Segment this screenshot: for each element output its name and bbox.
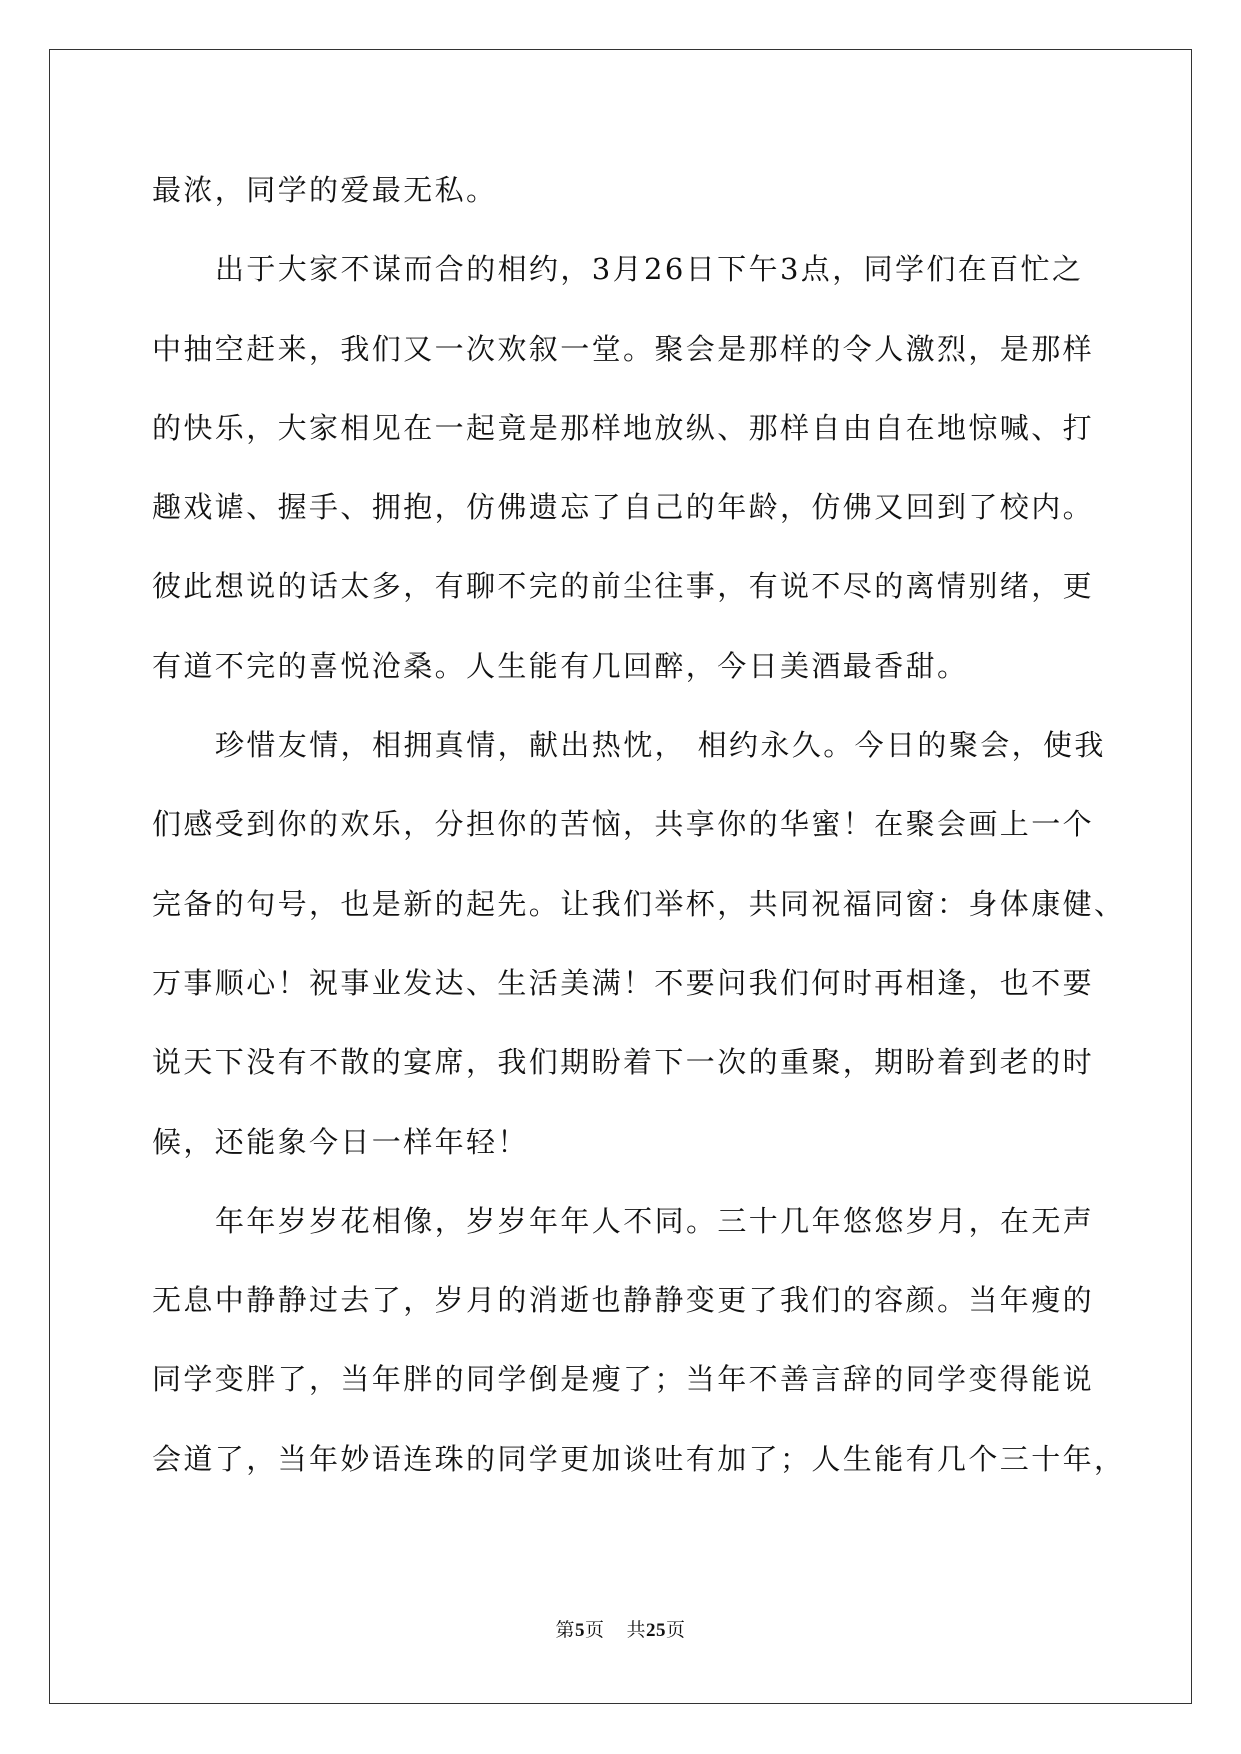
text-line: 珍惜友情，相拥真情，献出热忱， 相约永久。今日的聚会，使我 — [215, 728, 1106, 763]
text-line: 说天下没有不散的宴席，我们期盼着下一次的重聚，期盼着到老的时 — [152, 1045, 1095, 1080]
total-prefix: 共 — [626, 1620, 647, 1641]
text-line: 会道了，当年妙语连珠的同学更加谈吐有加了；人生能有几个三十年， — [152, 1441, 1126, 1476]
text-line: 彼此想说的话太多，有聊不完的前尘往事，有说不尽的离情别绪，更 — [152, 569, 1095, 604]
total-suffix: 页 — [666, 1620, 686, 1641]
page-prefix: 第 — [555, 1620, 575, 1641]
page-footer — [0, 1615, 1241, 1642]
text-line: 候，还能象今日一样年轻！ — [152, 1124, 529, 1159]
total-pages: 25 — [646, 1620, 667, 1641]
text-line: 出于大家不谋而合的相约，3月26日下午3点，同学们在百忙之 — [215, 252, 1084, 287]
text-line: 中抽空赶来，我们又一次欢叙一堂。聚会是那样的令人激烈，是那样 — [152, 331, 1095, 366]
text-line: 们感受到你的欢乐，分担你的苦恼，共享你的华蜜！在聚会画上一个 — [152, 807, 1095, 842]
document-body — [152, 158, 1126, 1506]
text-line: 的快乐，大家相见在一起竟是那样地放纵、那样自由自在地惊喊、打 — [152, 410, 1095, 445]
text-line: 趣戏谑、握手、拥抱，仿佛遗忘了自己的年龄，仿佛又回到了校内。 — [152, 490, 1095, 525]
text-line: 有道不完的喜悦沧桑。人生能有几回醉，今日美酒最香甜。 — [152, 648, 969, 683]
page-suffix: 页 — [584, 1620, 605, 1641]
text-line: 同学变胖了，当年胖的同学倒是瘦了；当年不善言辞的同学变得能说 — [152, 1362, 1095, 1397]
text-line: 最浓，同学的爱最无私。 — [152, 173, 498, 207]
page-number: 5 — [574, 1620, 585, 1641]
text-line: 完备的句号，也是新的起先。让我们举杯，共同祝福同窗：身体康健、 — [152, 886, 1126, 921]
text-line: 无息中静静过去了，岁月的消逝也静静变更了我们的容颜。当年瘦的 — [152, 1283, 1095, 1318]
text-line: 年年岁岁花相像，岁岁年年人不同。三十几年悠悠岁月，在无声 — [215, 1203, 1095, 1238]
text-line: 万事顺心！祝事业发达、生活美满！不要问我们何时再相逢，也不要 — [152, 965, 1095, 1000]
